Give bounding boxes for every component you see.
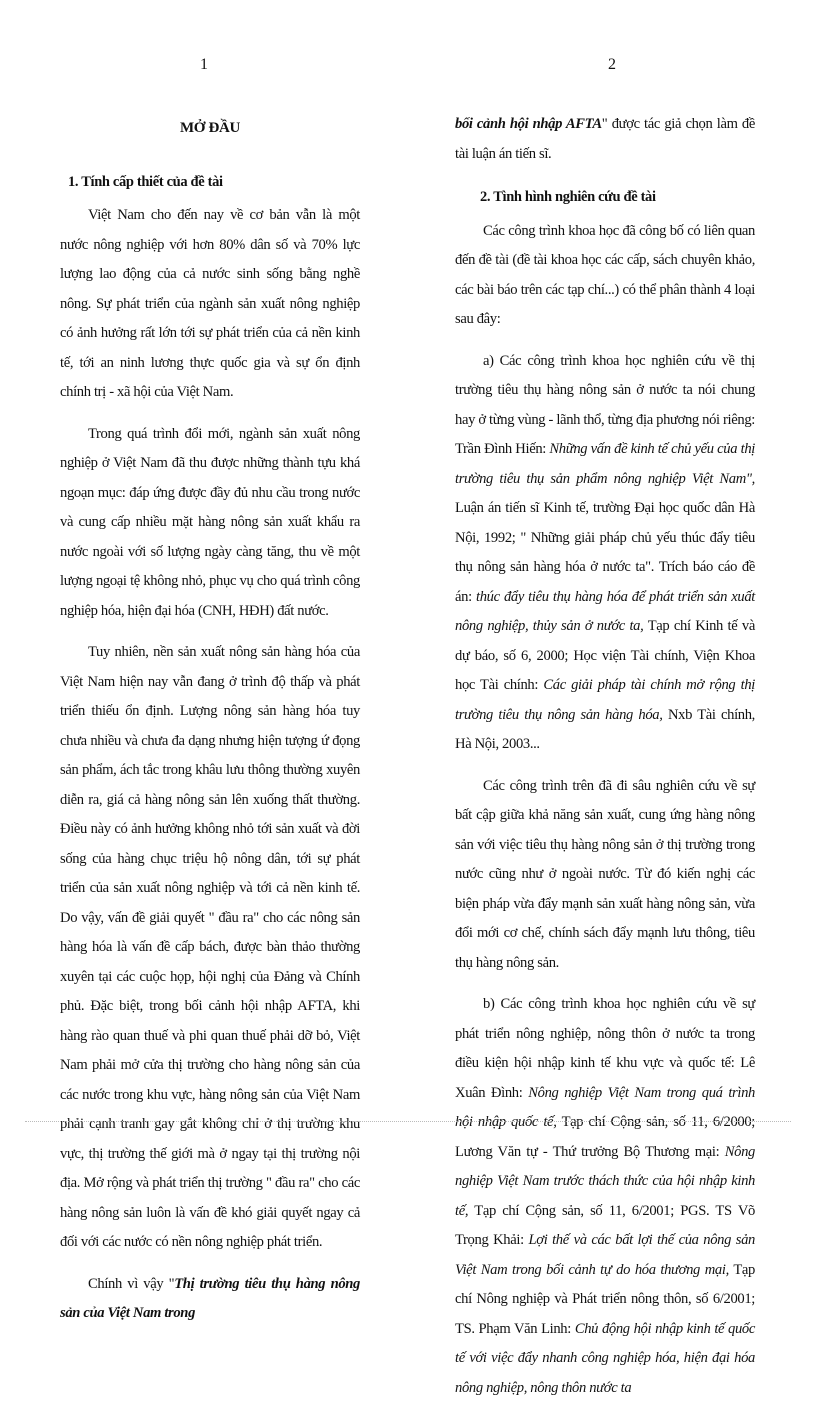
paragraph-b-text-2: Tạp chí Cộng sản, số 11, 6/2000; Lương Văn tự - Thứ trưởng Bộ Thương mại: [455,1114,755,1160]
paragraph-b-text-1: b) Các công trình khoa học nghiên cứu về sự phát triển nông nghiệp, nông thôn ở nước ta trong điều kiện hội nhập kinh tế khu vực và quốc tế: Lê Xuân Đình: [455,996,755,1101]
citation-title-5: Nông nghiệp Việt Nam trước thách thức của hội nhập kinh tế, [455,1143,755,1219]
section-heading-2: 2. Tình hình nghiên cứu đề tài [480,189,656,205]
citation-title-2: thúc đẩy tiêu thụ hàng hóa để phát triển sản xuất nông nghiệp, thủy sản ở nước ta, [455,588,755,634]
citation-title-3: Các giải pháp tài chính mở rộng thị trường tiêu thụ nông sản hàng hóa, [455,677,755,723]
page-2-column [455,110,755,1415]
paragraph-3: Tuy nhiên, nền sản xuất nông sản hàng hóa của Việt Nam hiện nay vẫn đang ở trình độ thấp và phát triển thiếu ổn định. Lượng nông sản hàng hóa tuy chưa nhiều và chưa đa dạng nhưng hiện tượng ứ đọng sản phẩm, ách tắc trong khâu lưu thông thường xuyên diễn ra, giá cả hàng nông sản lên xuống thất thường. Điều này có ảnh hưởng không nhỏ tới sản xuất và đời sống của hàng chục triệu hộ nông dân, tới sự phát triển của sản xuất nông nghiệp và tới cả nền kinh tế. Do vậy, vấn đề giải quyết " đầu ra" cho các nông sản hàng hóa là vấn đề cấp bách, được bàn thảo thường xuyên tại các cuộc họp, hội nghị của Đảng và Chính phủ. Đặc biệt, trong bối cảnh hội nhập AFTA, khi hàng rào quan thuế và phi quan thuế phải dỡ bỏ, Việt Nam phải mở cửa thị trường cho hàng nông sản của các nước trong khu vực, hàng nông sản của Việt Nam phải cạnh tranh gay gắt không chỉ ở thị trường khu vực, thị trường thế giới mà ở ngay tại thị trường nội địa. Mở rộng và phát triển thị trường " đầu ra" cho các hàng nông sản luôn là vấn đề khó giải quyết ngay cả đối với các nước có nền nông nghiệp phát triển. [60,644,360,1250]
intro-paragraph: Các công trình khoa học đã công bố có liên quan đến đề tài (đề tài khoa học các cấp, sách chuyên khảo, các bài báo trên các tạp chí...) có thể phân thành 4 loại sau đây: [455,222,755,327]
section-heading-1: 1. Tính cấp thiết của đề tài [68,173,223,190]
paragraph-a-follow: Các công trình trên đã đi sâu nghiên cứu về sự bất cập giữa khả năng sản xuất, cung ứng hàng nông sản với việc tiêu thụ hàng nông sản ở thị trường trong nước cũng như ở ngoài nước. Từ đó kiến nghị các biện pháp vừa đẩy mạnh sản xuất hàng nông sản, vừa đổi mới cơ chế, chính sách đẩy mạnh lưu thông, tiêu thụ hàng nông sản. [455,777,755,971]
paragraph-a-text-2: Luận án tiến sĩ Kinh tế, trường Đại học quốc dân Hà Nội, 1992; " Những giải pháp chủ yếu thúc đẩy tiêu thụ nông sản hàng hóa ở nước ta". Trích báo cáo đề án: [455,500,755,605]
citation-title-6: Lợi thế và các bất lợi thế của nông sản Việt Nam trong bối cảnh tự do hóa thương mại, [455,1232,755,1278]
citation-title-4: Nông nghiệp Việt Nam trong quá trình hội nhập quốc tế, [455,1084,755,1130]
thesis-title-part-2: bối cảnh hội nhập AFTA [455,116,602,132]
continued-paragraph-rest: " được tác giả chọn làm đề tài luận án tiến sĩ. [455,116,755,162]
paragraph-a-text-3: Tạp chí Kinh tế và dự báo, số 6, 2000; Học viện Tài chính, Viện Khoa học Tài chính: [455,618,755,693]
paragraph-b-text-3: Tạp chí Cộng sản, số 11, 6/2001; PGS. TS Võ Trọng Khải: [455,1202,755,1248]
page-title: MỞ ĐẦU [180,120,240,136]
thesis-title-part-1: Thị trường tiêu thụ hàng nông sản của Việt Nam trong [60,1275,360,1321]
paragraph-a [455,347,755,760]
paragraph-a-text-4: Nxb Tài chính, Hà Nội, 2003... [455,706,755,752]
citation-title-7: Chủ động hội nhập kinh tế quốc tế với việc đẩy nhanh công nghiệp hóa, hiện đại hóa nông nghiệp, nông thôn nước ta [455,1320,755,1396]
page-number-2: 2 [608,56,616,73]
continued-paragraph [455,110,755,169]
paragraph-1: Việt Nam cho đến nay về cơ bản vẫn là một nước nông nghiệp với hơn 80% dân số và 70% lực lượng lao động của cả nước sinh sống bằng nghề nông. Sự phát triển của ngành sản xuất nông nghiệp có ảnh hưởng rất lớn tới sự phát triển của cả nền kinh tế, tới an ninh lương thực quốc gia và sự ổn định chính trị - xã hội của Việt Nam. [60,207,360,400]
page-number-1: 1 [200,56,208,73]
paragraph-2: Trong quá trình đổi mới, ngành sản xuất nông nghiệp ở Việt Nam đã thu được những thành tựu khá ngoạn mục: đáp ứng được đầy đủ nhu cầu trong nước và cung cấp nhiều mặt hàng nông sản xuất khẩu ra nước ngoài với số lượng ngày càng tăng, thu về một lượng ngoại tệ không nhỏ, phục vụ cho quá trình công nghiệp hóa, hiện đại hóa (CNH, HĐH) đất nước. [60,425,360,619]
page-1-column [60,110,360,1341]
paragraph-b [455,990,755,1403]
paragraph-4-lead: Chính vì vậy " [88,1275,175,1292]
paragraph-b-text-4: Tạp chí Nông nghiệp và Phát triển nông thôn, số 6/2001; TS. Phạm Văn Linh: [455,1261,755,1337]
citation-title-1: Những vấn đề kinh tế chủ yếu của thị trường tiêu thụ sản phẩm nông nghiệp Việt Nam", [455,441,755,487]
paragraph-a-text-1: a) Các công trình khoa học nghiên cứu về thị trường tiêu thụ hàng nông sản ở nước ta nói chung hay ở từng vùng - lãnh thổ, từng địa phương nói riêng: Trần Đình Hiến: [455,352,755,457]
paragraph-4 [60,1270,360,1329]
page-bottom-border [25,1121,791,1122]
